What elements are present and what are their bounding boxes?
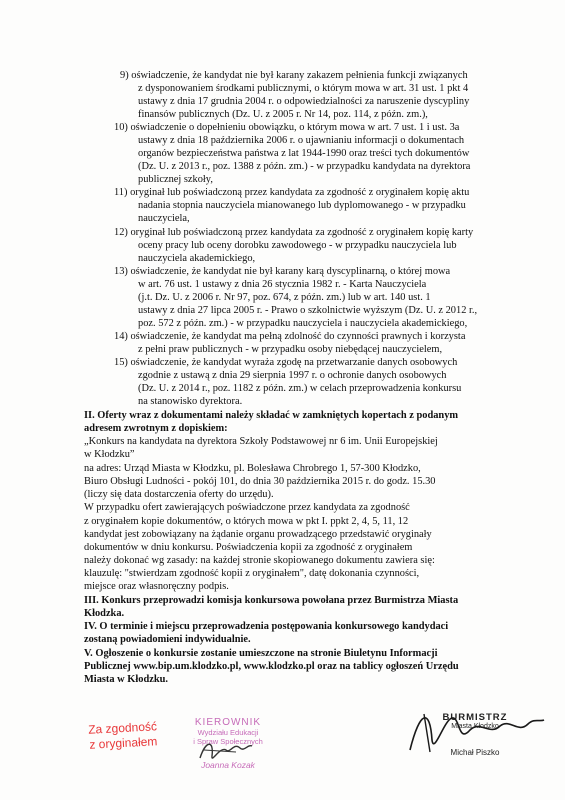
text-line: na adres: Urząd Miasta w Kłodzku, pl. Bolesława Chrobrego 1, 57-300 Kłodzko, — [84, 463, 421, 474]
text-line: na stanowisko dyrektora. — [138, 396, 243, 407]
text-line: w Kłodzku” — [84, 449, 135, 460]
text-line: z pełni praw publicznych - w przypadku osoby niebędącej nauczycielem, — [138, 344, 443, 355]
handwritten-signature-middle — [196, 736, 256, 766]
text-line: (Dz. U. z 2013 r., poz. 1388 z późn. zm.) - w przypadku kandydata na dyrektora — [138, 161, 471, 172]
text-line: oceny pracy lub oceny dorobku zawodowego - w przypadku nauczyciela lub — [138, 240, 457, 251]
text-line: Miasta w Kłodzku. — [84, 674, 168, 685]
stamp-name: Michał Piszko — [450, 748, 500, 757]
text-line: 10) oświadczenie o dopełnieniu obowiązku, o którym mowa w art. 7 ust. 1 i ust. 3a — [114, 122, 460, 133]
text-line: Kłodzka. — [84, 608, 125, 619]
text-line: IV. O terminie i miejscu przeprowadzenia postępowania konkursowego kandydaci — [84, 621, 449, 632]
text-line: 9) oświadczenie, że kandydat nie był karany zakazem pełnienia funkcji związanych — [120, 70, 468, 81]
text-line: zostaną powiadomieni indywidualnie. — [84, 634, 251, 645]
text-line: nauczyciela, — [138, 213, 190, 224]
stamp-line: Wydziału Edukacji — [197, 728, 259, 737]
text-line: 12) oryginał lub poświadczoną przez kandydata za zgodność z oryginałem kopię karty — [114, 227, 474, 238]
text-line: nauczyciela akademickiego, — [138, 253, 256, 264]
text-line: finansów publicznych (Dz. U. z 2005 r. Nr 14, poz. 114, z późn. zm.), — [138, 109, 428, 120]
text-line: adresem zwrotnym z dopiskiem: — [84, 423, 228, 434]
stamp-line: i Spraw Społecznych — [193, 737, 263, 746]
text-line: 14) oświadczenie, że kandydat ma pełną zdolność do czynności prawnych i korzysta — [114, 331, 466, 342]
text-line: z oryginałem kopie dokumentów, o których mowa w pkt I. ppkt 2, 4, 5, 11, 12 — [84, 516, 409, 527]
stamp-line: Za zgodność — [87, 719, 158, 737]
certified-copy-stamp — [83, 719, 162, 753]
stamp-title: BURMISTRZ — [442, 712, 508, 723]
text-line: publicznej szkoły, — [138, 174, 213, 185]
handwritten-signature-right — [400, 700, 550, 760]
text-line: z dysponowaniem środkami publicznymi, o którym mowa w art. 31 ust. 1 pkt 4 — [138, 83, 469, 94]
text-line: organów bezpieczeństwa państwa z lat 1944-1990 oraz treści tych dokumentów — [138, 148, 470, 159]
stamp-name: Joanna Kozak — [201, 760, 255, 770]
text-line: w art. 76 ust. 1 ustawy z dnia 26 stycznia 1982 r. - Karta Nauczyciela — [138, 279, 427, 290]
text-line: II. Oferty wraz z dokumentami należy składać w zamkniętych kopertach z podanym — [84, 410, 459, 421]
text-line: (j.t. Dz. U. z 2006 r. Nr 97, poz. 674, z późn. zm.) lub w art. 140 ust. 1 — [138, 292, 431, 303]
text-line: kandydat jest zobowiązany na żądanie organu prowadzącego przedstawić oryginały — [84, 529, 432, 540]
text-line: Biuro Obsługi Ludności - pokój 101, do dnia 30 października 2015 r. do godz. 15.30 — [84, 476, 436, 487]
text-line: zgodnie z ustawą z dnia 29 sierpnia 1997 r. o ochronie danych osobowych — [138, 370, 447, 381]
text-line: 11) oryginał lub poświadczoną przez kandydata za zgodność z oryginałem kopię aktu — [114, 187, 470, 198]
text-line: W przypadku ofert zawierających poświadczone przez kandydata za zgodność — [84, 502, 410, 513]
stamp-line: Miasta Kłodzko — [451, 723, 499, 730]
stamp-line: z oryginałem — [89, 734, 158, 752]
text-line: (liczy się data dostarczenia oferty do urzędu). — [84, 489, 274, 500]
text-line: 15) oświadczenie, że kandydat wyraża zgodę na przetwarzanie danych osobowych — [114, 357, 458, 368]
text-line: „Konkurs na kandydata na dyrektora Szkoły Podstawowej nr 6 im. Unii Europejskiej — [84, 436, 438, 447]
text-line: miejsce oraz własnoręczny podpis. — [84, 581, 229, 592]
text-line: III. Konkurs przeprowadzi komisja konkursowa powołana przez Burmistrza Miasta — [84, 595, 459, 606]
text-line: Publicznej www.bip.um.klodzko.pl, www.klodzko.pl oraz na tablicy ogłoszeń Urzędu — [84, 661, 459, 672]
text-line: 13) oświadczenie, że kandydat nie był karany karą dyscyplinarną, o której mowa — [114, 266, 451, 277]
text-line: ustawy z dnia 18 października 2006 r. o ujawnianiu informacji o dokumentach — [138, 135, 465, 146]
text-line: ustawy z dnia 17 grudnia 2004 r. o odpowiedzialności za naruszenie dyscypliny — [138, 96, 470, 107]
text-line: V. Ogłoszenie o konkursie zostanie umieszczone na stronie Biuletynu Informacji — [84, 648, 438, 659]
text-line: dokumentów w dniu konkursu. Poświadczenia kopii za zgodność z oryginałem — [84, 542, 413, 553]
stamp-title: KIEROWNIK — [194, 717, 262, 728]
text-line: klauzulę: "stwierdzam zgodność kopii z oryginałem", datę dokonania czynności, — [84, 568, 420, 579]
text-line: (Dz. U. z 2014 r., poz. 1182 z późn. zm.) w celach przeprowadzenia konkursu — [138, 383, 462, 394]
text-line: nadania stopnia nauczyciela mianowanego lub dyplomowanego - w przypadku — [138, 200, 466, 211]
text-line: poz. 572 z późn. zm.) - w przypadku nauczyciela i nauczyciela akademickiego, — [138, 318, 468, 329]
text-line: należy dokonać wg zasady: na każdej stronie skopiowanego dokumentu zawiera się: — [84, 555, 435, 566]
text-line: ustawy z dnia 27 lipca 2005 r. - Prawo o szkolnictwie wyższym (Dz. U. z 2012 r., — [138, 305, 478, 316]
